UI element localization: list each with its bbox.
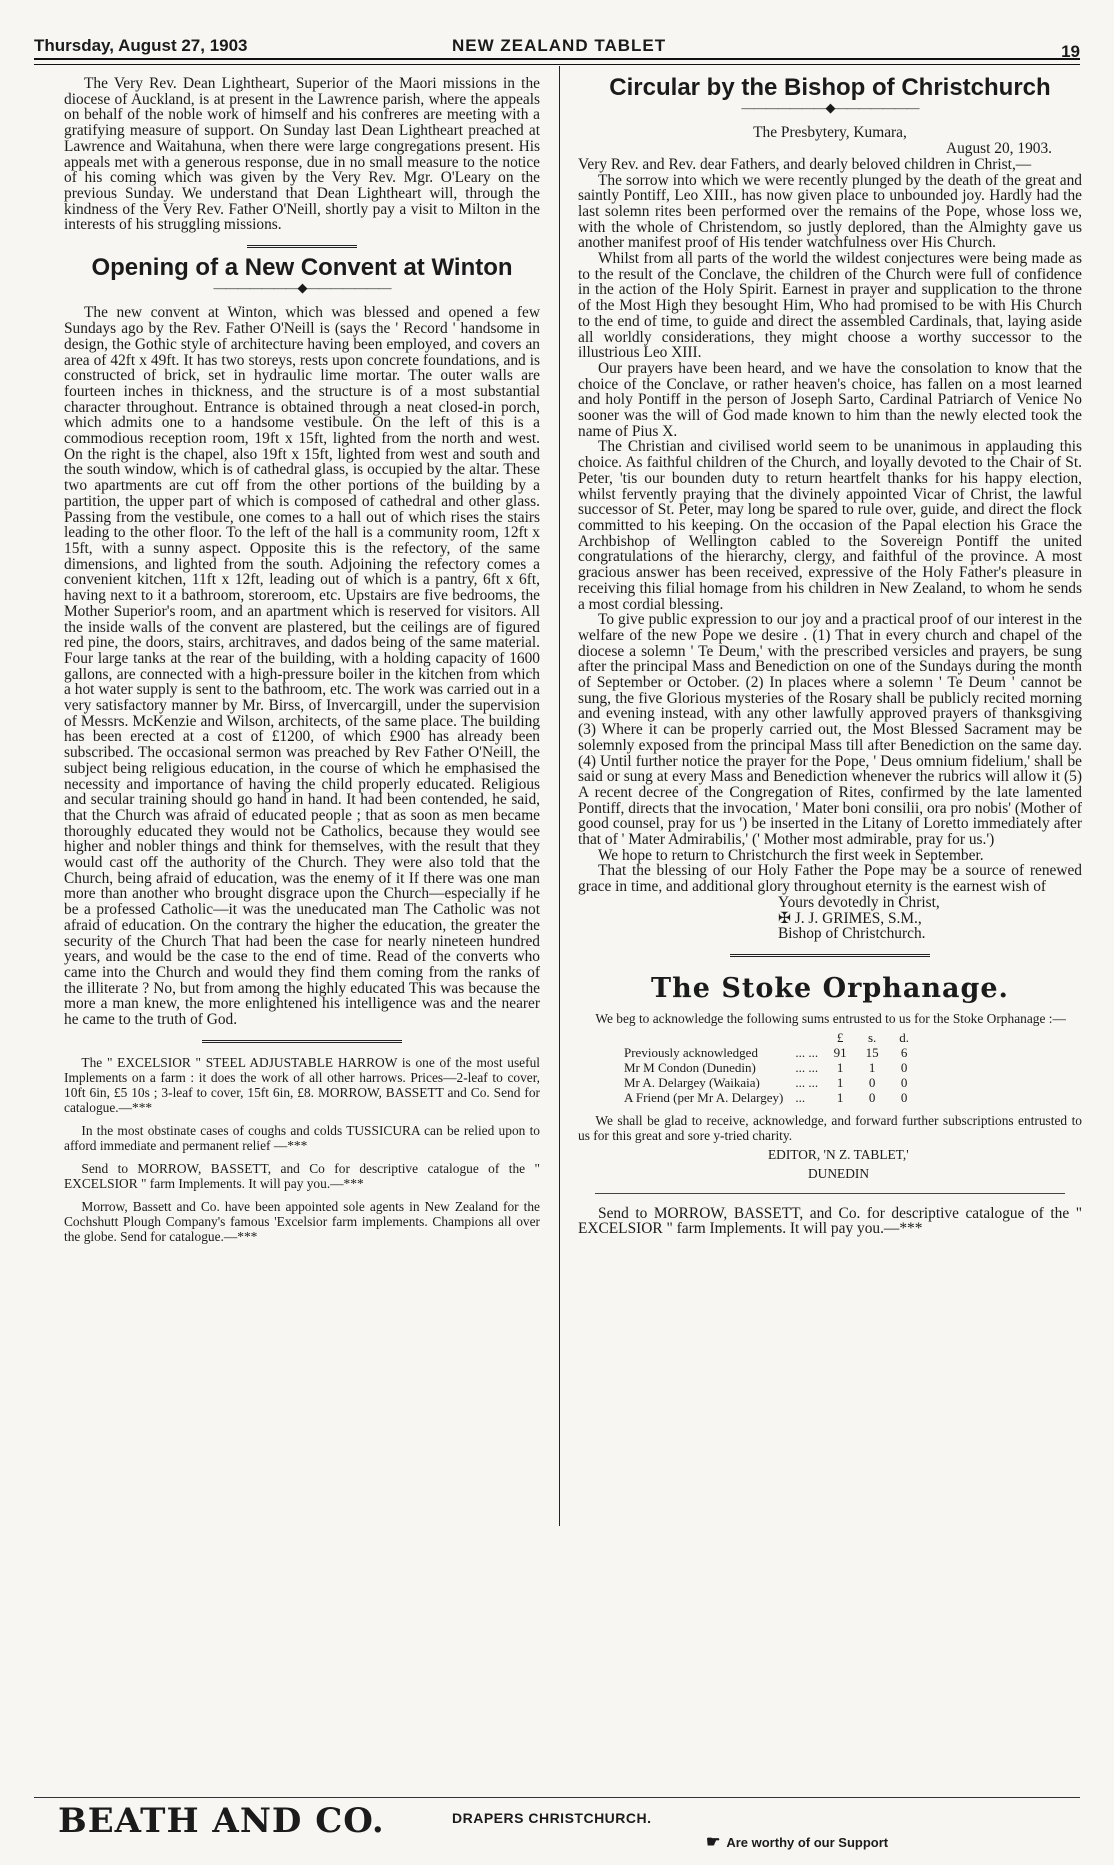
table-row	[618, 1075, 920, 1090]
donor-name: Previously acknowledged	[624, 1044, 758, 1060]
column-divider	[559, 66, 560, 1526]
pointing-hand-icon: ☛	[706, 1834, 721, 1851]
circular-paragraph: Our prayers have been heard, and we have the consolation to know that the choice of the Conclave, or rather heaven's choice, has fallen on a most learned and holy Pontiff in the person of Joseph Sarto, Cardinal Patriarch of Venice No sooner was the will of God made known to him than the newly elected took the name of Pius X.	[578, 359, 1082, 440]
section-rule	[730, 954, 930, 957]
donor-name: A Friend (per Mr A. Delargey)	[624, 1089, 784, 1105]
ad-cochshutt: Morrow, Bassett and Co. have been appointed sole agents in New Zealand for the Cochshutt Plough Company's famous 'Excelsior farm implements. Champions all over the globe. Send for catalogue.—***	[64, 1198, 540, 1244]
leader-dots: ...	[795, 1089, 806, 1105]
circular-paragraph: To give public expression to our joy and a practical proof of our interest in the welfare of the new Pope we desire . (1) That in every church and chapel of the diocese a solemn ' Te Deum,' with the prescribed versicles and prayers, be sung after the principal Mass and Benediction on one of the Sundays during the month of September or October. (2) In places where a solemn ' Te Deum ' cannot be sung, the five Glorious mysteries of the Rosary shall be publicly recited morning and evening instead, with any other lawfully approved prayers of thanksgiving (3) Where it can be properly carried out, the Most Blessed Sacrament may be solemnly exposed from the principal Mass till after Benediction on the same day. (4) Until further notice the prayer for the Pope, ' Deus omnium fidelium,' shall be said or sung at every Mass and Benediction whenever the rubrics will allow it (5) A recent decree of the Congregation of Rites, confirmed by the late lamented Pontiff, directs that the invocation, ' Mater boni consilii, ora pro nobis' (Mother of good counsel, pray for us ') be inserted in the Litany of Loretto immediately after that of ' Mater Admirabilis,' (' Mother most admirable, pray for us.')	[578, 611, 1082, 849]
lightheart-paragraph: The Very Rev. Dean Lightheart, Superior of the Maori missions in the diocese of Auckland, is at present in the Lawrence parish, where the appeals on behalf of the noble work of himself and his confreres are meeting with a gratifying measure of support. On Sunday last Dean Lightheart preached at Lawrence and Waitahuna, when there were large congregations present. His appeals met with a generous response, due in no small measure to the notice of his coming which was given by the Very Rev. Mgr. O'Leary on the previous Sunday. We understand that Dean Lightheart will, through the kindness of the Very Rev. Father O'Neill, shortly pay a visit to Milton in the interests of his struggling missions.	[64, 75, 540, 234]
ornament: ———————◆———————	[741, 99, 919, 115]
col-pounds: £	[836, 1029, 844, 1045]
pounds: 1	[836, 1059, 844, 1075]
ornament: ———————◆———————	[213, 279, 391, 295]
shillings: 0	[868, 1089, 876, 1105]
section-rule	[202, 1040, 402, 1043]
subscriptions-table	[618, 1030, 920, 1105]
donor-name: Mr M Condon (Dunedin)	[624, 1059, 756, 1075]
circular-heading: Circular by the Bishop of Christchurch	[609, 74, 1051, 101]
stoke-heading: The Stoke Orphanage.	[651, 972, 1009, 1004]
pence: 6	[900, 1044, 908, 1060]
right-column	[578, 76, 1082, 1237]
col-shillings: s.	[867, 1029, 877, 1045]
section-rule	[595, 1193, 1065, 1194]
ad-excelsior-harrow: The " EXCELSIOR " STEEL ADJUSTABLE HARROW is one of the most useful Implements on a farm : it does the work of all other harrows. Prices—2-leaf to cover, 10ft 6in, £5 10s ; 3-leaf to cover, 15ft 6in, £8. MORROW, BASSETT and Co. Send for catalogue.—***	[64, 1054, 540, 1115]
leader-dots: ... ...	[795, 1059, 819, 1075]
stoke-note: We shall be glad to receive, acknowledge, and forward further subscriptions entrusted to us for this great and sore y-tried charity.	[578, 1112, 1082, 1143]
page-number: 19	[1061, 42, 1080, 61]
worthy-line	[706, 1832, 888, 1852]
closing: Yours devotedly in Christ,	[778, 893, 940, 911]
convent-heading: Opening of a New Convent at Winton	[91, 254, 513, 282]
convent-article: The new convent at Winton, which was blessed and opened a few Sundays ago by the Rev. Father O'Neill is (says the ' Record ' handsome in design, the Gothic style of architecture having been employed, and covers an area of 42ft x 49ft. It has two storeys, rests upon concrete foundations, and is constructed of brick, set in hydraulic lime mortar. The outer walls are fourteen inches in thickness, and the structure is of a most substantial character throughout. Entrance is obtained through a neat closed-in porch, which admits one to a handsome vestibule. On the left of this is a commodious reception room, 19ft x 15ft, lighted from the north and west. On the right is the chapel, also 19ft x 15ft, lighted from west and south and the south window, which is of cathedral glass, is occupied by the altar. These two apartments are cut off from the other portions of the building by a partition, the upper part of which is composed of cathedral and other glass. Passing from the vestibule, one comes to a hall out of which rises the stairs leading to the other floor. To the left of the hall is a community room, 12ft x 15ft, with a sunny aspect. Opposite this is the refectory, of the same dimensions, and lighted from the south. Adjoining the refectory comes a convenient kitchen, 11ft x 12ft, leading out of which is a pantry, 6ft x 6ft, having next to it a bathroom, storeroom, etc. Upstairs are five bedrooms, the Mother Superior's room, and an apartment which is reserved for visitors. All the inside walls of the convent are plastered, but the ceilings are of figured red pine, the doors, stairs, architraves, and dados being of the same material. Four large tanks at the rear of the building, with a holding capacity of 1600 gallons, are connected with a high-pressure boiler in the kitchen from which a hot water supply is sent to the bathroom, etc. The work was carried out in a very satisfactory manner by Mr. Birss, of Invercargill, under the supervision of Messrs. McKenzie and Wilson, architects, of the same place. The building has been erected at a cost of £1200, of which £900 has already been subscribed. The occasional sermon was preached by Rev Father O'Neill, the subject being religious education, in the course of which he emphasised the necessity and importance of having the child properly educated. Religious and secular training should go hand in hand. It had been contended, he said, that the Church was afraid of educated people ; that as soon as men became thoroughly educated they would not be Catholics, because they would see higher and nobler things and think for themselves, with the result that they would cast off the authority of the Church. They were also told that the Church, being afraid of education, was the enemy of it If there was one man more than another who brought disgrace upon the Church—especially if he be a professed Catholic—it was the uneducated man The Catholic was not afraid of education. On the contrary the higher the education, the greater the security of the Church That had been the case for nearly nineteen hundred years, and would be the case to the end of time. Read of the converts who came into the Church and would they find them coming from the ranks of the illiterate ? No, but from among the highly educated This was because the more a man knew, the more enlightened his intelligence was and the nearer he came to the truth of God.	[64, 304, 540, 1029]
issue-date: Thursday, August 27, 1903	[34, 36, 248, 55]
ad-morrow-catalogue: Send to MORROW, BASSETT, and Co for descriptive catalogue of the " EXCELSIOR " farm Implements. It will pay you.—***	[64, 1160, 540, 1191]
left-column	[64, 76, 540, 1252]
col-pence: d.	[899, 1029, 909, 1045]
pence: 0	[900, 1059, 908, 1075]
editor-city: DUNEDIN	[808, 1165, 869, 1181]
circular-paragraph: The sorrow into which we were recently plunged by the death of the great and saintly Pontiff, Leo XIII., has now given place to unbounded joy. Hardly had the last solemn rites been performed over the remains of the Pope, whose loss we, with the whole of Christendom, so justly deplored, than the Almighty gave us another manifest proof of His tender watchfulness over His Church.	[578, 171, 1082, 252]
stoke-intro: We beg to acknowledge the following sums entrusted to us for the Stoke Orphanage :—	[595, 1010, 1066, 1026]
pence: 0	[900, 1089, 908, 1105]
circular-paragraph: The Christian and civilised world seem to be unanimous in applauding this choice. As faithful children of the Church, and loyally devoted to the Chair of St. Peter, 'tis our bounden duty to return heartfelt thanks for his happy election, whilst fervently praying that the divinely appointed Vicar of Christ, the lawful successor of St. Peter, may long be spared to rule over, guide, and direct the flock committed to his keeping. On the occasion of the Papal election his Grace the Archbishop of Wellington cabled to the Sovereign Pontiff the united congratulations of the hierarchy, clergy, and faithful of the province. A most gracious answer has been received, expressive of the Holy Father's pleasure in receiving this filial homage from his children in New Zealand, to whom he sends a most cordial blessing.	[578, 438, 1082, 613]
shillings: 1	[868, 1059, 876, 1075]
circular-paragraph: Whilst from all parts of the world the wildest conjectures were being made as to the result of the Conclave, the children of the Church were full of confidence in the action of the Holy Spirit. Earnest in prayer and supplication to the throne of the Most High they besought Him, Who had promised to be with His Church to the end of time, to guide and direct the assembled Cardinals, that, laying aside all worldly considerations, they might choose a worthy successor to the illustrious Leo XIII.	[578, 250, 1082, 362]
table-row	[618, 1060, 920, 1075]
pounds: 91	[833, 1044, 847, 1060]
pence: 0	[900, 1074, 908, 1090]
circular-paragraph: We hope to return to Christchurch the first week in September.	[598, 846, 984, 864]
table-row	[618, 1090, 920, 1105]
shillings: 0	[868, 1074, 876, 1090]
shillings: 15	[865, 1044, 879, 1060]
circular-address: The Presbytery, Kumara,	[753, 124, 907, 142]
ads-block	[64, 1055, 540, 1244]
signature-title: Bishop of Christchurch.	[778, 925, 926, 943]
circular-date: August 20, 1903.	[945, 140, 1052, 158]
drapers-line: DRAPERS CHRISTCHURCH.	[452, 1810, 652, 1826]
table-row	[618, 1045, 920, 1060]
section-rule	[247, 245, 357, 248]
worthy-text: Are worthy of our Support	[726, 1835, 889, 1850]
header-rule	[34, 58, 1080, 65]
editor-line: EDITOR, 'N Z. TABLET,'	[768, 1146, 909, 1162]
circular-salutation: Very Rev. and Rev. dear Fathers, and dearly beloved children in Christ,—	[578, 155, 1032, 173]
circular-paragraph: That the blessing of our Holy Father the Pope may be a source of renewed grace in time, and additional glory throughout eternity is the earnest wish of	[578, 862, 1082, 896]
signature: ✠ J. J. GRIMES, S.M.,	[778, 909, 922, 927]
leader-dots: ... ...	[795, 1044, 819, 1060]
donor-name: Mr A. Delargey (Waikaia)	[624, 1074, 760, 1090]
paper-title: NEW ZEALAND TABLET	[452, 36, 667, 55]
footer-rule	[34, 1797, 1080, 1798]
table-header-row	[618, 1030, 920, 1045]
ad-morrow-right: Send to MORROW, BASSETT, and Co. for descriptive catalogue of the " EXCELSIOR " farm Implements. It will pay you.—***	[578, 1204, 1082, 1238]
pounds: 1	[836, 1074, 844, 1090]
ad-tussicura: In the most obstinate cases of coughs and colds TUSSICURA can be relied upon to afford immediate and permanent relief —***	[64, 1122, 540, 1153]
leader-dots: ... ...	[795, 1074, 819, 1090]
beath-brand: BEATH AND CO.	[58, 1801, 385, 1841]
pounds: 1	[836, 1089, 844, 1105]
